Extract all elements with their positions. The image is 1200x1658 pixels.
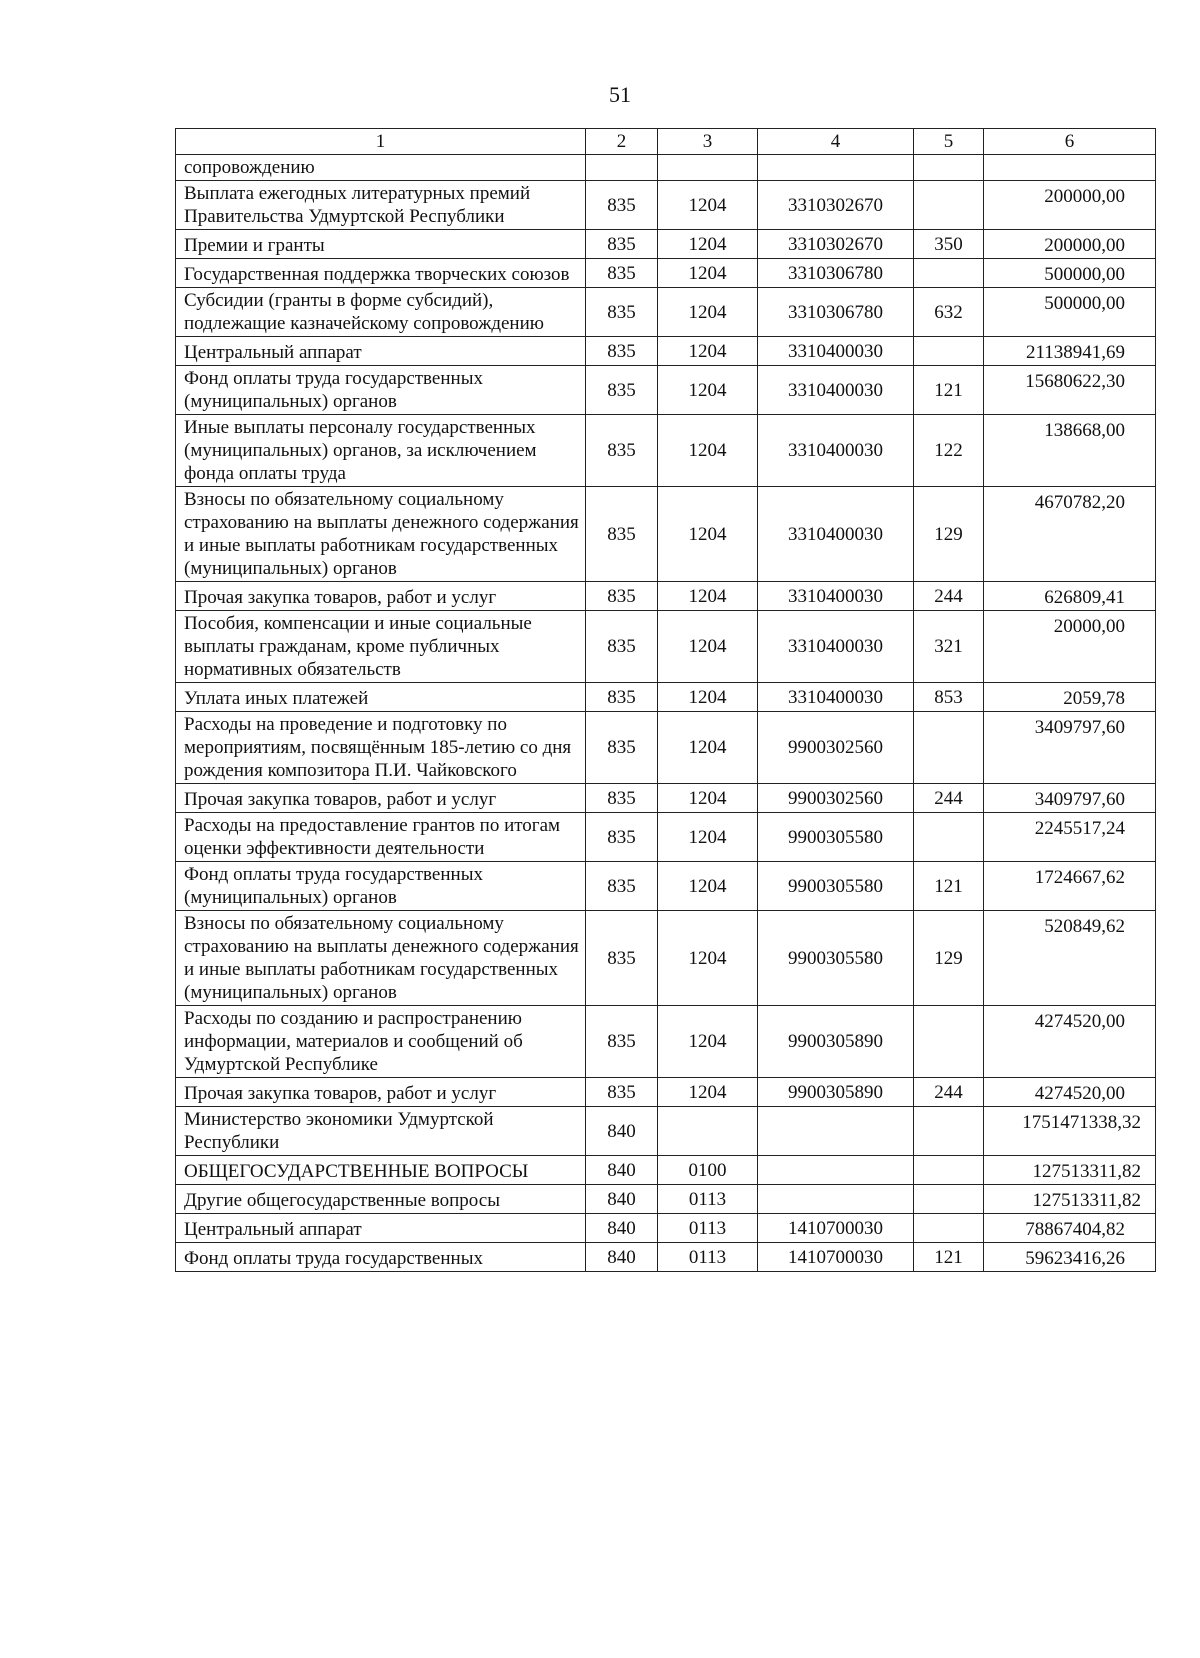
row-name: Уплата иных платежей <box>176 683 586 712</box>
row-name: Центральный аппарат <box>176 1214 586 1243</box>
row-name: Расходы по созданию и распространению информации, материалов и сообщений об Удмуртской Республике <box>176 1006 586 1078</box>
row-amount: 200000,00 <box>984 181 1156 230</box>
row-section-code: 0113 <box>658 1214 758 1243</box>
row-amount <box>984 155 1156 181</box>
row-expense-type <box>914 337 984 366</box>
row-section-code: 1204 <box>658 487 758 582</box>
table-row <box>176 784 1156 813</box>
table-row <box>176 1107 1156 1156</box>
row-expense-type <box>914 1185 984 1214</box>
table-row <box>176 1078 1156 1107</box>
table-row <box>176 1156 1156 1185</box>
row-section-code: 0113 <box>658 1243 758 1272</box>
row-expense-type: 244 <box>914 1078 984 1107</box>
table-row <box>176 487 1156 582</box>
row-target-code: 3310400030 <box>758 582 914 611</box>
row-admin-code: 840 <box>586 1156 658 1185</box>
row-admin-code: 835 <box>586 712 658 784</box>
table-row <box>176 1243 1156 1272</box>
row-expense-type: 129 <box>914 911 984 1006</box>
row-name: Взносы по обязательному социальному страхованию на выплаты денежного содержания и иные выплаты работникам государственных (муниципальных) органов <box>176 487 586 582</box>
table-row <box>176 911 1156 1006</box>
row-admin-code: 835 <box>586 813 658 862</box>
row-amount: 1751471338,32 <box>984 1107 1156 1156</box>
row-section-code: 1204 <box>658 415 758 487</box>
row-name: Прочая закупка товаров, работ и услуг <box>176 582 586 611</box>
row-admin-code: 835 <box>586 784 658 813</box>
row-amount: 500000,00 <box>984 288 1156 337</box>
row-amount: 127513311,82 <box>984 1156 1156 1185</box>
row-admin-code: 840 <box>586 1214 658 1243</box>
row-target-code: 3310302670 <box>758 230 914 259</box>
row-admin-code <box>586 155 658 181</box>
row-section-code: 1204 <box>658 611 758 683</box>
row-amount: 626809,41 <box>984 582 1156 611</box>
row-admin-code: 835 <box>586 337 658 366</box>
row-section-code: 1204 <box>658 582 758 611</box>
table-row <box>176 1006 1156 1078</box>
table-row <box>176 230 1156 259</box>
row-target-code <box>758 1156 914 1185</box>
row-amount: 500000,00 <box>984 259 1156 288</box>
row-name: Фонд оплаты труда государственных (муниципальных) органов <box>176 862 586 911</box>
row-section-code: 1204 <box>658 366 758 415</box>
table-row <box>176 582 1156 611</box>
header-col-2: 2 <box>586 129 658 155</box>
row-amount: 2245517,24 <box>984 813 1156 862</box>
row-name: Фонд оплаты труда государственных (муниципальных) органов <box>176 366 586 415</box>
row-expense-type: 121 <box>914 862 984 911</box>
row-section-code: 1204 <box>658 862 758 911</box>
row-section-code <box>658 1107 758 1156</box>
table-row <box>176 683 1156 712</box>
table-row <box>176 155 1156 181</box>
row-admin-code: 835 <box>586 181 658 230</box>
row-amount: 20000,00 <box>984 611 1156 683</box>
row-expense-type: 122 <box>914 415 984 487</box>
row-target-code: 3310400030 <box>758 683 914 712</box>
budget-table <box>175 128 1156 1272</box>
row-target-code: 1410700030 <box>758 1243 914 1272</box>
row-target-code: 3310400030 <box>758 487 914 582</box>
row-section-code: 1204 <box>658 1078 758 1107</box>
row-target-code: 3310306780 <box>758 288 914 337</box>
row-name: Другие общегосударственные вопросы <box>176 1185 586 1214</box>
row-amount: 78867404,82 <box>984 1214 1156 1243</box>
row-name: Выплата ежегодных литературных премий Правительства Удмуртской Республики <box>176 181 586 230</box>
row-expense-type <box>914 1006 984 1078</box>
row-target-code: 9900302560 <box>758 712 914 784</box>
row-name: Прочая закупка товаров, работ и услуг <box>176 1078 586 1107</box>
row-admin-code: 840 <box>586 1107 658 1156</box>
row-section-code: 1204 <box>658 288 758 337</box>
row-admin-code: 835 <box>586 366 658 415</box>
row-amount: 3409797,60 <box>984 784 1156 813</box>
row-admin-code: 835 <box>586 288 658 337</box>
row-expense-type: 853 <box>914 683 984 712</box>
row-target-code: 9900305580 <box>758 862 914 911</box>
table-row <box>176 337 1156 366</box>
row-target-code: 9900305890 <box>758 1078 914 1107</box>
row-name: Пособия, компенсации и иные социальные выплаты гражданам, кроме публичных нормативных обязательств <box>176 611 586 683</box>
row-expense-type: 632 <box>914 288 984 337</box>
row-section-code: 1204 <box>658 181 758 230</box>
row-target-code: 3310306780 <box>758 259 914 288</box>
row-target-code: 3310400030 <box>758 366 914 415</box>
row-target-code: 9900305580 <box>758 911 914 1006</box>
row-amount: 1724667,62 <box>984 862 1156 911</box>
table-row <box>176 862 1156 911</box>
row-name: ОБЩЕГОСУДАРСТВЕННЫЕ ВОПРОСЫ <box>176 1156 586 1185</box>
row-expense-type <box>914 813 984 862</box>
row-amount: 4670782,20 <box>984 487 1156 582</box>
row-target-code: 3310400030 <box>758 337 914 366</box>
table-row <box>176 288 1156 337</box>
row-amount: 59623416,26 <box>984 1243 1156 1272</box>
row-amount: 127513311,82 <box>984 1185 1156 1214</box>
row-target-code: 9900302560 <box>758 784 914 813</box>
row-section-code: 1204 <box>658 813 758 862</box>
row-admin-code: 835 <box>586 911 658 1006</box>
row-target-code: 9900305580 <box>758 813 914 862</box>
row-admin-code: 835 <box>586 487 658 582</box>
row-target-code: 9900305890 <box>758 1006 914 1078</box>
row-expense-type <box>914 1107 984 1156</box>
row-target-code: 3310400030 <box>758 611 914 683</box>
row-section-code <box>658 155 758 181</box>
row-target-code <box>758 1107 914 1156</box>
row-section-code: 1204 <box>658 712 758 784</box>
row-amount: 4274520,00 <box>984 1078 1156 1107</box>
header-col-4: 4 <box>758 129 914 155</box>
table-row <box>176 813 1156 862</box>
table-row <box>176 181 1156 230</box>
table-row <box>176 1214 1156 1243</box>
table-row <box>176 1185 1156 1214</box>
table-body <box>176 155 1156 1272</box>
row-target-code <box>758 155 914 181</box>
row-amount: 3409797,60 <box>984 712 1156 784</box>
row-expense-type: 121 <box>914 366 984 415</box>
row-section-code: 1204 <box>658 784 758 813</box>
row-admin-code: 835 <box>586 230 658 259</box>
row-amount: 21138941,69 <box>984 337 1156 366</box>
row-target-code: 1410700030 <box>758 1214 914 1243</box>
header-col-3: 3 <box>658 129 758 155</box>
row-section-code: 1204 <box>658 259 758 288</box>
row-name: Субсидии (гранты в форме субсидий), подлежащие казначейскому сопровождению <box>176 288 586 337</box>
row-amount: 2059,78 <box>984 683 1156 712</box>
row-admin-code: 840 <box>586 1243 658 1272</box>
row-section-code: 1204 <box>658 230 758 259</box>
row-expense-type: 321 <box>914 611 984 683</box>
row-expense-type: 244 <box>914 582 984 611</box>
header-col-1: 1 <box>176 129 586 155</box>
row-name: Министерство экономики Удмуртской Республики <box>176 1107 586 1156</box>
row-expense-type: 244 <box>914 784 984 813</box>
row-target-code: 3310400030 <box>758 415 914 487</box>
header-col-6: 6 <box>984 129 1156 155</box>
row-name: Премии и гранты <box>176 230 586 259</box>
header-row <box>176 129 1156 155</box>
table-row <box>176 415 1156 487</box>
row-section-code: 0113 <box>658 1185 758 1214</box>
row-admin-code: 835 <box>586 259 658 288</box>
row-expense-type <box>914 1156 984 1185</box>
row-target-code <box>758 1185 914 1214</box>
row-admin-code: 835 <box>586 862 658 911</box>
row-amount: 520849,62 <box>984 911 1156 1006</box>
table-row <box>176 259 1156 288</box>
row-amount: 138668,00 <box>984 415 1156 487</box>
row-section-code: 1204 <box>658 337 758 366</box>
row-amount: 15680622,30 <box>984 366 1156 415</box>
row-admin-code: 835 <box>586 611 658 683</box>
table-row <box>176 712 1156 784</box>
row-amount: 4274520,00 <box>984 1006 1156 1078</box>
row-expense-type: 350 <box>914 230 984 259</box>
row-name: Расходы на предоставление грантов по итогам оценки эффективности деятельности <box>176 813 586 862</box>
row-admin-code: 835 <box>586 415 658 487</box>
row-expense-type: 121 <box>914 1243 984 1272</box>
row-expense-type <box>914 259 984 288</box>
row-name: Государственная поддержка творческих союзов <box>176 259 586 288</box>
row-name: Прочая закупка товаров, работ и услуг <box>176 784 586 813</box>
table-row <box>176 366 1156 415</box>
row-amount: 200000,00 <box>984 230 1156 259</box>
row-name: сопровождению <box>176 155 586 181</box>
row-admin-code: 835 <box>586 582 658 611</box>
row-section-code: 1204 <box>658 683 758 712</box>
row-section-code: 1204 <box>658 911 758 1006</box>
row-expense-type <box>914 1214 984 1243</box>
row-admin-code: 835 <box>586 683 658 712</box>
page-number: 51 <box>609 82 631 107</box>
row-name: Фонд оплаты труда государственных <box>176 1243 586 1272</box>
row-section-code: 0100 <box>658 1156 758 1185</box>
row-target-code: 3310302670 <box>758 181 914 230</box>
row-admin-code: 840 <box>586 1185 658 1214</box>
header-col-5: 5 <box>914 129 984 155</box>
row-expense-type <box>914 181 984 230</box>
row-expense-type <box>914 155 984 181</box>
table-row <box>176 611 1156 683</box>
row-name: Иные выплаты персоналу государственных (муниципальных) органов, за исключением фонда оплаты труда <box>176 415 586 487</box>
row-name: Взносы по обязательному социальному страхованию на выплаты денежного содержания и иные выплаты работникам государственных (муниципальных) органов <box>176 911 586 1006</box>
row-section-code: 1204 <box>658 1006 758 1078</box>
row-admin-code: 835 <box>586 1078 658 1107</box>
row-expense-type: 129 <box>914 487 984 582</box>
row-expense-type <box>914 712 984 784</box>
row-name: Центральный аппарат <box>176 337 586 366</box>
row-name: Расходы на проведение и подготовку по мероприятиям, посвящённым 185-летию со дня рождения композитора П.И. Чайковского <box>176 712 586 784</box>
row-admin-code: 835 <box>586 1006 658 1078</box>
